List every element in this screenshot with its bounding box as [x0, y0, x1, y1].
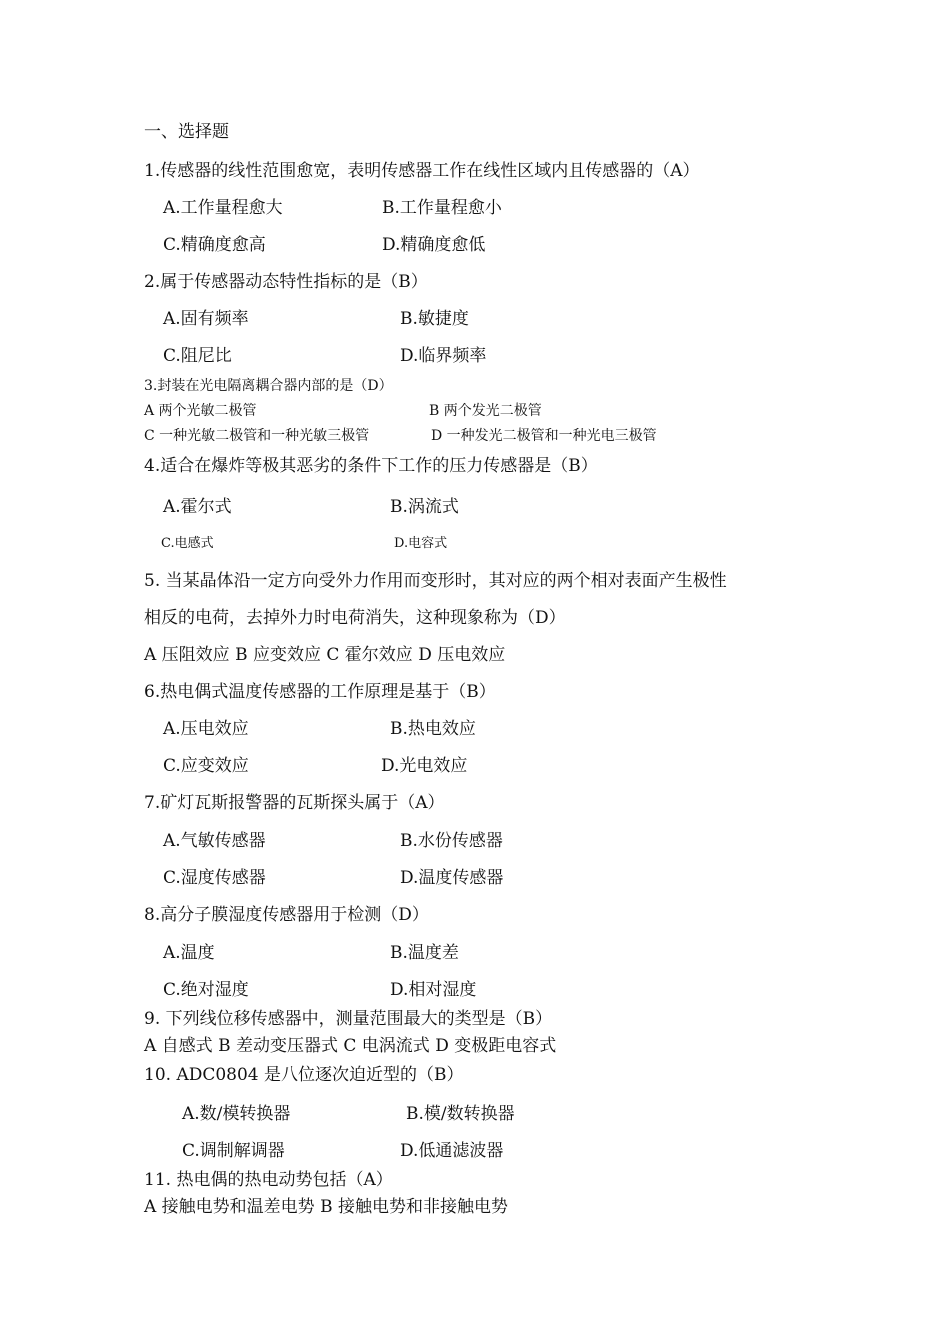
option: C.精确度愈高 — [163, 235, 266, 255]
option: D.低通滤波器 — [400, 1141, 504, 1161]
option: A.数/模转换器 — [182, 1104, 291, 1124]
question-stem: 5. 当某晶体沿一定方向受外力作用而变形时，其对应的两个相对表面产生极性 — [144, 571, 727, 591]
option: B.热电效应 — [390, 719, 476, 739]
option: B.温度差 — [390, 943, 459, 963]
option: A.霍尔式 — [163, 497, 232, 517]
option: B.水份传感器 — [400, 831, 503, 851]
option: D.温度传感器 — [400, 868, 504, 888]
option: C.调制解调器 — [182, 1141, 285, 1161]
question-stem: 6.热电偶式温度传感器的工作原理是基于（B） — [144, 682, 496, 702]
option: D.精确度愈低 — [382, 235, 486, 255]
option: B 两个发光二极管 — [429, 403, 542, 419]
option: A.固有频率 — [163, 309, 249, 329]
option: B.涡流式 — [390, 497, 459, 517]
options-line: A 压阻效应 B 应变效应 C 霍尔效应 D 压电效应 — [144, 645, 506, 665]
option: A 两个光敏二极管 — [144, 403, 257, 419]
question-stem: 8.高分子膜湿度传感器用于检测（D） — [144, 905, 429, 925]
option: A.压电效应 — [163, 719, 249, 739]
question-stem: 9. 下列线位移传感器中，测量范围最大的类型是（B） — [144, 1009, 553, 1029]
question-stem-continued: 相反的电荷，去掉外力时电荷消失，这种现象称为（D） — [144, 608, 566, 628]
option: A.工作量程愈大 — [163, 198, 283, 218]
question-stem: 1.传感器的线性范围愈宽，表明传感器工作在线性区域内且传感器的（A） — [144, 161, 700, 181]
question-stem: 3.封装在光电隔离耦合器内部的是（D） — [144, 378, 393, 394]
options-line: A 接触电势和温差电势 B 接触电势和非接触电势 — [144, 1197, 508, 1217]
option: D 一种发光二极管和一种光电三极管 — [431, 428, 657, 444]
question-stem: 11. 热电偶的热电动势包括（A） — [144, 1170, 393, 1190]
option: D.光电效应 — [381, 756, 468, 776]
option: B.工作量程愈小 — [382, 198, 502, 218]
option: C 一种光敏二极管和一种光敏三极管 — [144, 428, 370, 444]
option: C.阻尼比 — [163, 346, 232, 366]
option: C.电感式 — [161, 536, 214, 551]
option: B.敏捷度 — [400, 309, 469, 329]
option: A.温度 — [163, 943, 215, 963]
question-stem: 10. ADC0804 是八位逐次迫近型的（B） — [144, 1065, 464, 1085]
option: D.临界频率 — [400, 346, 487, 366]
option: D.相对湿度 — [390, 980, 477, 1000]
question-stem: 4.适合在爆炸等极其恶劣的条件下工作的压力传感器是（B） — [144, 456, 598, 476]
option: C.绝对湿度 — [163, 980, 249, 1000]
section-title: 一、选择题 — [144, 122, 229, 142]
option: C.应变效应 — [163, 756, 249, 776]
option: A.气敏传感器 — [163, 831, 266, 851]
question-stem: 2.属于传感器动态特性指标的是（B） — [144, 272, 428, 292]
option: D.电容式 — [394, 536, 448, 551]
option: B.模/数转换器 — [406, 1104, 515, 1124]
question-stem: 7.矿灯瓦斯报警器的瓦斯探头属于（A） — [144, 793, 445, 813]
option: C.湿度传感器 — [163, 868, 266, 888]
options-line: A 自感式 B 差动变压器式 C 电涡流式 D 变极距电容式 — [144, 1036, 557, 1056]
